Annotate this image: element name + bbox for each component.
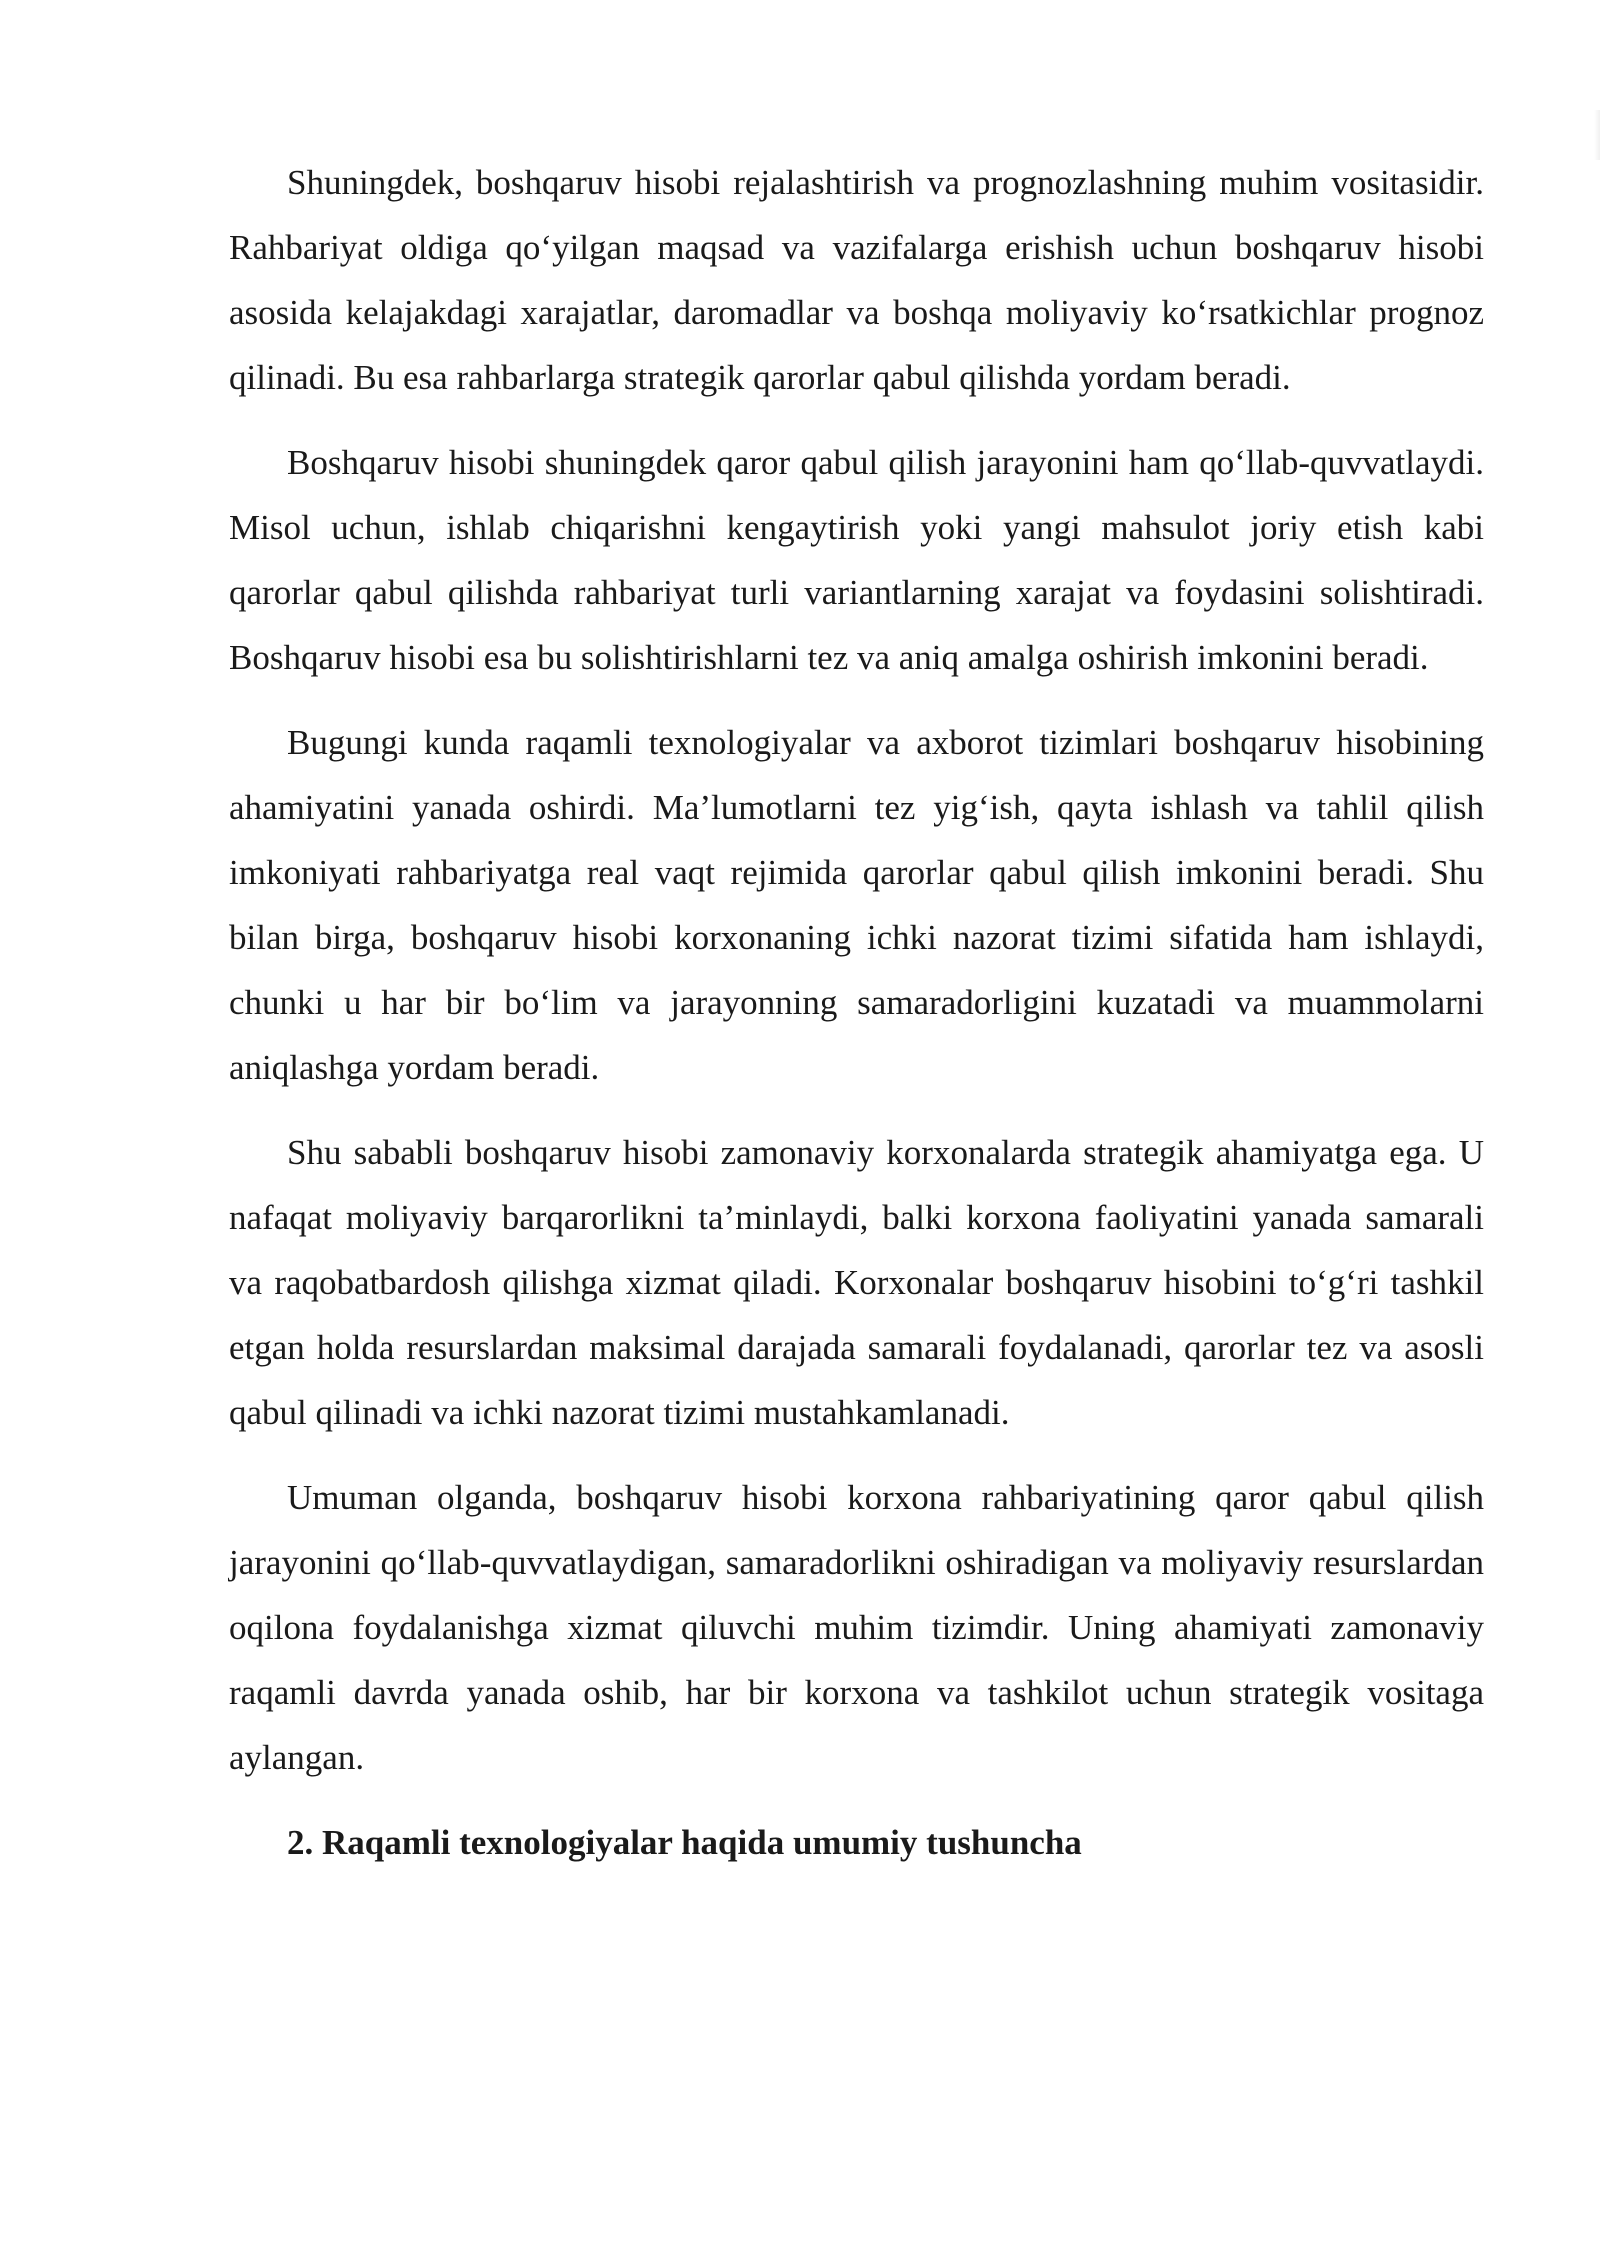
paragraph-conclusion: Umuman olganda, boshqaruv hisobi korxona rahbariyatining qaror qabul qilish jarayonini qo‘llab-quvvatlaydigan, samaradorlikni oshiradigan va moliyaviy resurslardan oqilona foydalanishga xizmat qiluvchi muhim tizimdir. Uning ahamiyati zamonaviy raqamli davrda yanada oshib, har bir korxona va tashkilot uchun strategik vositaga aylangan. <box>229 1478 1484 1777</box>
document-body <box>229 150 1484 1875</box>
paragraph-planning-forecasting: Shuningdek, boshqaruv hisobi rejalashtirish va prognozlashning muhim vositasidir. Rahbariyat oldiga qo‘yilgan maqsad va vazifalarga erishish uchun boshqaruv hisobi asosida kelajakdagi xarajatlar, daromadlar va boshqa moliyaviy ko‘rsatkichlar prognoz qilinadi. Bu esa rahbarlarga strategik qarorlar qabul qilishda yordam beradi. <box>229 163 1484 397</box>
paragraph-decision-support: Boshqaruv hisobi shuningdek qaror qabul qilish jarayonini ham qo‘llab-quvvatlaydi. Misol uchun, ishlab chiqarishni kengaytirish yoki yangi mahsulot joriy etish kabi qarorlar qabul qilishda rahbariyat turli variantlarning xarajat va foydasini solishtiradi. Boshqaruv hisobi esa bu solishtirishlarni tez va aniq amalga oshirish imkonini beradi. <box>229 443 1484 677</box>
paragraph-digital-technologies: Bugungi kunda raqamli texnologiyalar va axborot tizimlari boshqaruv hisobining ahamiyatini yanada oshirdi. Ma’lumotlarni tez yig‘ish, qayta ishlash va tahlil qilish imkoniyati rahbariyatga real vaqt rejimida qarorlar qabul qilish imkonini beradi. Shu bilan birga, boshqaruv hisobi korxonaning ichki nazorat tizimi sifatida ham ishlaydi, chunki u har bir bo‘lim va jarayonning samaradorligini kuzatadi va muammolarni aniqlashga yordam beradi. <box>229 723 1484 1087</box>
paragraph-strategic-importance: Shu sababli boshqaruv hisobi zamonaviy korxonalarda strategik ahamiyatga ega. U nafaqat moliyaviy barqarorlikni ta’minlaydi, balki korxona faoliyatini yanada samarali va raqobatbardosh qilishga xizmat qiladi. Korxonalar boshqaruv hisobini to‘g‘ri tashkil etgan holda resurslardan maksimal darajada samarali foydalanadi, qarorlar tez va asosli qabul qilinadi va ichki nazorat tizimi mustahkamlanadi. <box>229 1133 1484 1432</box>
page-edge-shadow <box>1594 110 1600 160</box>
section-heading: 2. Raqamli texnologiyalar haqida umumiy tushuncha <box>287 1823 1082 1862</box>
